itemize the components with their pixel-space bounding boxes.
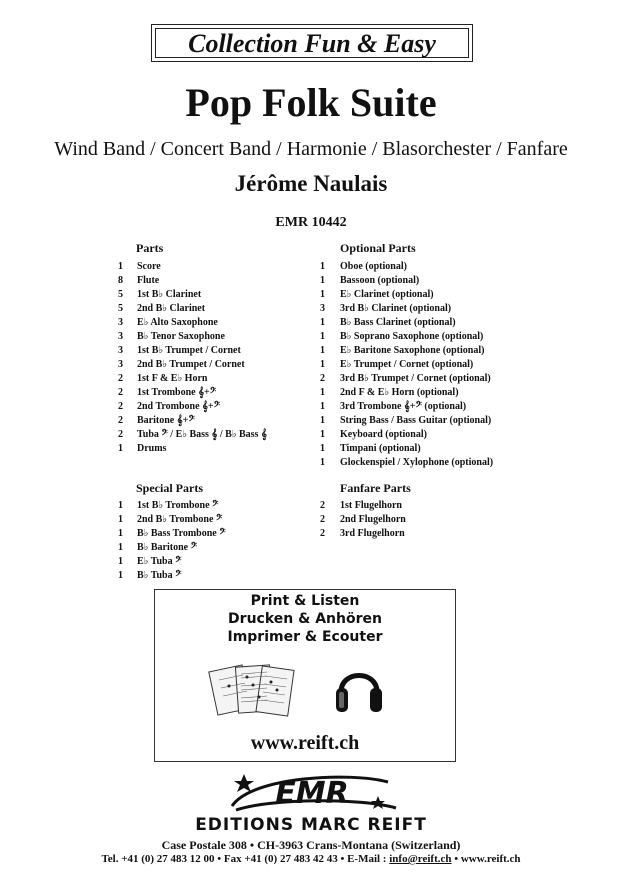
- part-name: E♭ Alto Saxophone: [137, 317, 218, 328]
- part-quantity: 1: [320, 457, 325, 468]
- part-row: [320, 274, 520, 288]
- part-name: 3rd Flugelhorn: [340, 528, 405, 539]
- emr-logo: [212, 768, 412, 816]
- part-name: Glockenspiel / Xylophone (optional): [340, 457, 494, 468]
- part-row: [320, 302, 520, 316]
- part-name: 2nd Trombone 𝄞+𝄢: [137, 401, 221, 412]
- part-quantity: 1: [320, 415, 325, 426]
- special-parts-heading: Special Parts: [136, 481, 203, 495]
- part-quantity: 1: [320, 387, 325, 398]
- part-row: [118, 372, 308, 386]
- part-row: [320, 372, 520, 386]
- part-name: B♭ Soprano Saxophone (optional): [340, 331, 484, 342]
- part-row: [118, 344, 308, 358]
- part-quantity: 1: [118, 556, 123, 567]
- part-quantity: 1: [118, 542, 123, 553]
- part-quantity: 3: [320, 303, 325, 314]
- part-row: [118, 527, 308, 541]
- part-row: [118, 555, 308, 569]
- part-quantity: 5: [118, 303, 123, 314]
- part-quantity: 8: [118, 275, 123, 286]
- fanfare-parts-heading: Fanfare Parts: [340, 481, 411, 495]
- promo-line-2: Drucken & Anhören: [228, 611, 382, 627]
- part-name: E♭ Baritone Saxophone (optional): [340, 345, 485, 356]
- website-link[interactable]: www.reift.ch: [250, 732, 360, 754]
- part-name: B♭ Bass Clarinet (optional): [340, 317, 456, 328]
- part-quantity: 2: [320, 373, 325, 384]
- part-name: Keyboard (optional): [340, 429, 427, 440]
- part-row: [118, 428, 308, 442]
- part-row: [118, 274, 308, 288]
- part-name: Tuba 𝄢 / E♭ Bass 𝄞 / B♭ Bass 𝄞: [137, 429, 267, 440]
- part-row: [118, 513, 308, 527]
- part-row: [320, 499, 520, 513]
- part-quantity: 2: [118, 429, 123, 440]
- part-name: 3rd Trombone 𝄞+𝄢 (optional): [340, 401, 467, 412]
- part-name: E♭ Trumpet / Cornet (optional): [340, 359, 474, 370]
- part-row: [118, 302, 308, 316]
- part-row: [118, 386, 308, 400]
- part-row: [320, 386, 520, 400]
- part-name: B♭ Baritone 𝄢: [137, 542, 198, 553]
- part-name: Score: [137, 261, 161, 272]
- part-row: [118, 400, 308, 414]
- contact-website: • www.reift.ch: [451, 853, 521, 865]
- part-name: 2nd B♭ Clarinet: [137, 303, 206, 314]
- series-title-box: [151, 24, 473, 62]
- promo-line-3: Imprimer & Ecouter: [227, 629, 383, 645]
- part-name: 1st F & E♭ Horn: [137, 373, 208, 384]
- parts-heading: Parts: [136, 241, 164, 255]
- part-name: Drums: [137, 443, 167, 454]
- part-name: 1st Trombone 𝄞+𝄢: [137, 387, 217, 398]
- part-row: [118, 414, 308, 428]
- part-quantity: 1: [320, 359, 325, 370]
- part-row: [320, 414, 520, 428]
- part-row: [320, 358, 520, 372]
- part-quantity: 1: [320, 261, 325, 272]
- part-row: [320, 428, 520, 442]
- part-quantity: 1: [118, 514, 123, 525]
- part-quantity: 2: [118, 415, 123, 426]
- optional-parts-heading: Optional Parts: [340, 241, 416, 255]
- part-quantity: 1: [118, 261, 123, 272]
- part-name: 1st B♭ Trombone 𝄢: [137, 500, 219, 511]
- email-link[interactable]: info@reift.ch: [389, 853, 452, 865]
- part-quantity: 1: [320, 345, 325, 356]
- part-name: Oboe (optional): [340, 261, 407, 272]
- part-name: B♭ Tenor Saxophone: [137, 331, 225, 342]
- part-quantity: 1: [320, 331, 325, 342]
- part-quantity: 3: [118, 345, 123, 356]
- print-listen-box: [154, 589, 456, 762]
- part-row: [118, 442, 308, 456]
- part-name: Bassoon (optional): [340, 275, 420, 286]
- part-name: E♭ Clarinet (optional): [340, 289, 434, 300]
- part-name: 2nd B♭ Trumpet / Cornet: [137, 359, 245, 370]
- ensemble-subtitle: Wind Band / Concert Band / Harmonie / Blasorchester / Fanfare: [54, 138, 568, 160]
- catalog-number: EMR 10442: [275, 215, 347, 230]
- sheet-music-icon: [207, 660, 299, 722]
- part-row: [118, 260, 308, 274]
- part-row: [320, 330, 520, 344]
- part-row: [118, 569, 308, 583]
- part-quantity: 2: [118, 373, 123, 384]
- headphones-icon: [333, 658, 385, 720]
- part-quantity: 1: [320, 289, 325, 300]
- part-quantity: 2: [320, 500, 325, 511]
- part-quantity: 2: [320, 528, 325, 539]
- part-row: [118, 330, 308, 344]
- part-quantity: 2: [118, 387, 123, 398]
- part-quantity: 5: [118, 289, 123, 300]
- part-row: [320, 260, 520, 274]
- part-row: [320, 513, 520, 527]
- part-quantity: 3: [118, 331, 123, 342]
- part-name: 1st B♭ Clarinet: [137, 289, 202, 300]
- part-quantity: 1: [320, 443, 325, 454]
- part-quantity: 1: [320, 317, 325, 328]
- part-row: [320, 456, 520, 470]
- part-quantity: 3: [118, 317, 123, 328]
- part-row: [320, 527, 520, 541]
- part-row: [320, 288, 520, 302]
- piece-title: Pop Folk Suite: [185, 80, 437, 125]
- composer-name: Jérôme Naulais: [234, 171, 388, 196]
- part-row: [118, 499, 308, 513]
- part-row: [118, 358, 308, 372]
- part-name: B♭ Tuba 𝄢: [137, 570, 182, 581]
- part-quantity: 2: [320, 514, 325, 525]
- part-quantity: 2: [118, 401, 123, 412]
- part-name: E♭ Tuba 𝄢: [137, 556, 182, 567]
- postal-address: Case Postale 308 • CH-3963 Crans-Montana (Switzerland): [161, 838, 461, 852]
- part-name: B♭ Bass Trombone 𝄢: [137, 528, 226, 539]
- part-row: [118, 316, 308, 330]
- part-quantity: 1: [118, 528, 123, 539]
- part-row: [118, 541, 308, 555]
- part-quantity: 1: [320, 429, 325, 440]
- part-name: 1st B♭ Trumpet / Cornet: [137, 345, 241, 356]
- part-name: Baritone 𝄞+𝄢: [137, 415, 195, 426]
- part-row: [320, 344, 520, 358]
- part-name: 2nd Flugelhorn: [340, 514, 406, 525]
- contact-line: [0, 853, 622, 865]
- part-name: 2nd F & E♭ Horn (optional): [340, 387, 459, 398]
- part-name: 2nd B♭ Trombone 𝄢: [137, 514, 223, 525]
- part-quantity: 1: [118, 443, 123, 454]
- part-row: [320, 400, 520, 414]
- part-name: Timpani (optional): [340, 443, 421, 454]
- part-quantity: 3: [118, 359, 123, 370]
- contact-phone-fax: Tel. +41 (0) 27 483 12 00 • Fax +41 (0) 27 483 42 43 • E-Mail :: [101, 853, 390, 865]
- logo-text: EMR: [275, 776, 349, 811]
- promo-line-1: Print & Listen: [250, 593, 360, 609]
- part-name: 3rd B♭ Trumpet / Cornet (optional): [340, 373, 491, 384]
- part-quantity: 1: [118, 570, 123, 581]
- part-row: [320, 316, 520, 330]
- part-quantity: 1: [320, 275, 325, 286]
- part-quantity: 1: [118, 500, 123, 511]
- series-title: Collection Fun & Easy: [155, 28, 469, 58]
- part-row: [320, 442, 520, 456]
- publisher-name: EDITIONS MARC REIFT: [195, 815, 427, 835]
- part-name: String Bass / Bass Guitar (optional): [340, 415, 492, 426]
- part-name: 3rd B♭ Clarinet (optional): [340, 303, 452, 314]
- part-row: [118, 288, 308, 302]
- part-name: 1st Flugelhorn: [340, 500, 402, 511]
- part-quantity: 1: [320, 401, 325, 412]
- part-name: Flute: [137, 275, 160, 286]
